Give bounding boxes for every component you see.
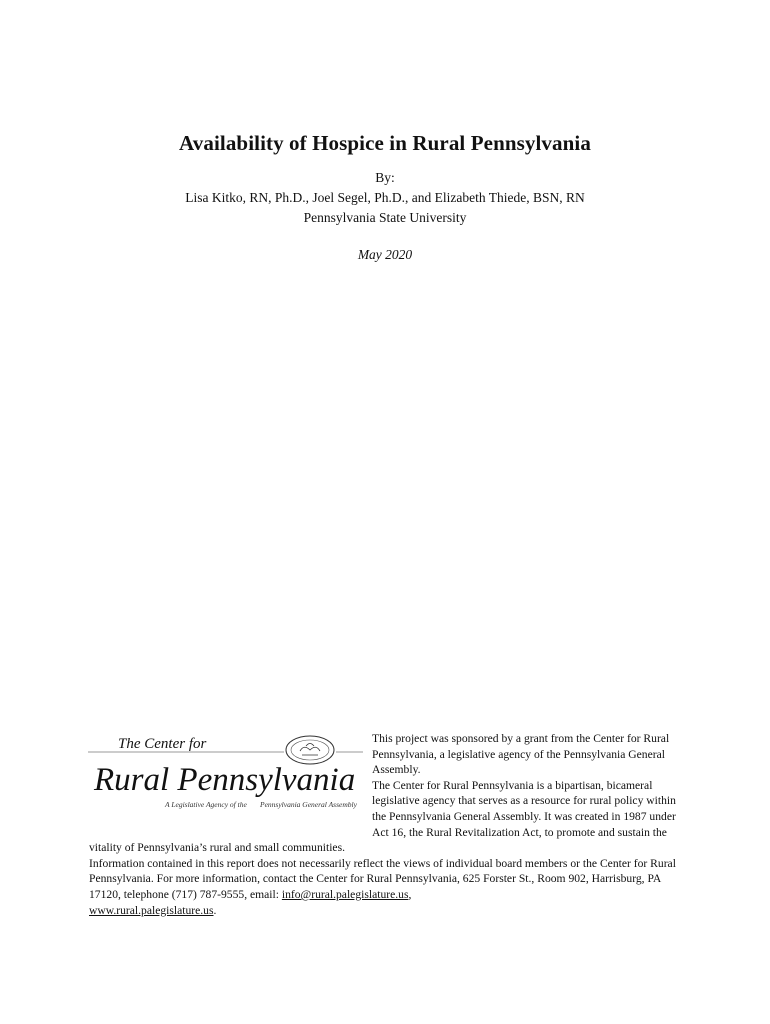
title-block bbox=[0, 128, 770, 265]
authors: Lisa Kitko, RN, Ph.D., Joel Segel, Ph.D., and Elizabeth Thiede, BSN, RN bbox=[185, 190, 585, 205]
logo-line2: Rural Pennsylvania bbox=[94, 762, 356, 798]
sponsor-notice bbox=[89, 731, 689, 918]
website-link[interactable]: www.rural.palegislature.us bbox=[89, 903, 214, 917]
report-title: Availability of Hospice in Rural Pennsylvania bbox=[179, 131, 591, 155]
separator: , bbox=[408, 887, 412, 901]
email-link[interactable]: info@rural.palegislature.us bbox=[281, 887, 409, 901]
logo-tagline-left: A Legislative Agency of the bbox=[165, 800, 247, 809]
logo-float-spacer bbox=[89, 731, 372, 825]
closing-period: . bbox=[213, 903, 217, 917]
disclaimer-text: Information contained in this report does not necessarily reflect the views of individual board members or the Center for Rural Pennsylvania. For more information, contact the Center for Rural Pennsylvania, 625 Forster St., Room 902, Harrisburg, PA 17120, telephone (717) 787-9555, email: bbox=[89, 856, 676, 901]
sponsor-paragraph-1: This project was sponsored by a grant from the Center for Rural Pennsylvania, a legislative agency of the Pennsylvania General Assembly. bbox=[372, 732, 670, 777]
byline bbox=[0, 168, 770, 228]
report-date: May 2020 bbox=[357, 247, 413, 262]
sponsor-paragraph-3 bbox=[89, 856, 689, 918]
by-label: By: bbox=[375, 170, 395, 185]
logo-tagline-right: Pennsylvania General Assembly bbox=[260, 800, 357, 809]
institution: Pennsylvania State University bbox=[303, 210, 467, 225]
logo-line1: The Center for bbox=[118, 736, 207, 752]
sponsor-paragraph-2: The Center for Rural Pennsylvania is a bipartisan, bicameral legislative agency that serves as a resource for rural policy within the Pennsylvania General Assembly. It was created in 1987 under Act 16, the Rural Revitalization Act, to promote and sustain the vitality of Pennsylvania’s rural and small communities. bbox=[89, 778, 676, 855]
